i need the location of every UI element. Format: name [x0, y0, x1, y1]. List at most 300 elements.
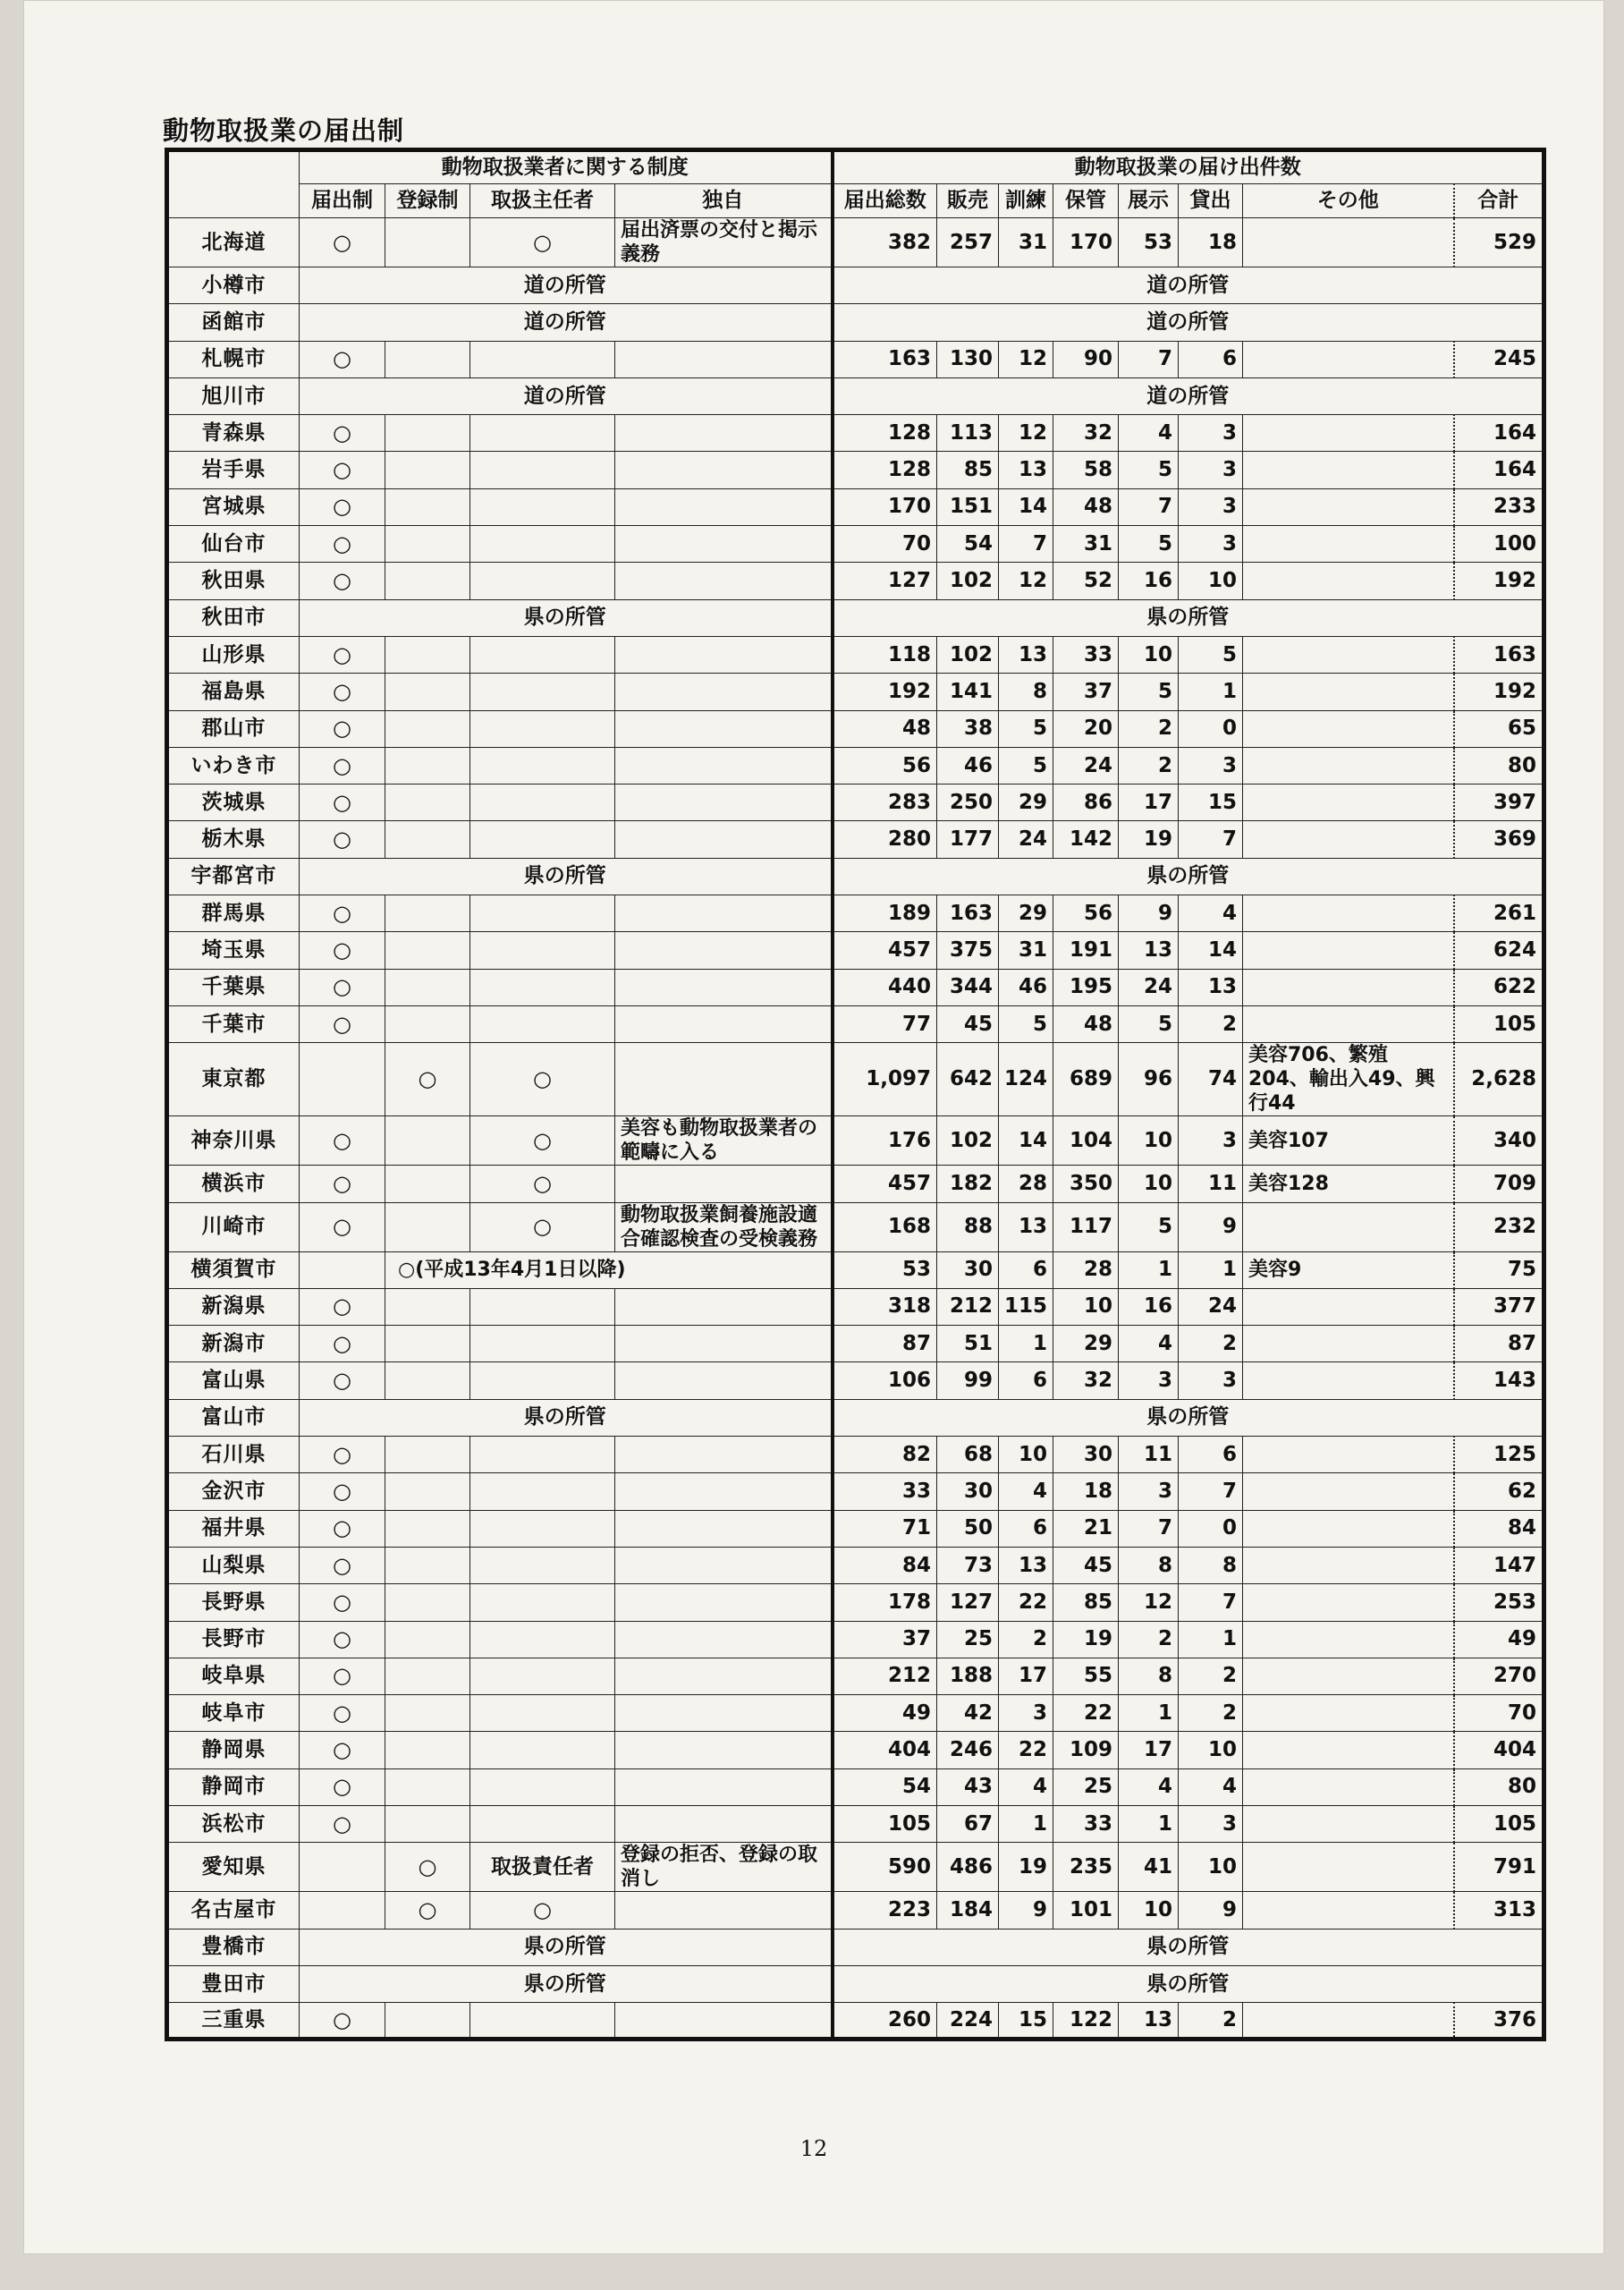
other-note — [1243, 636, 1454, 673]
municipality-name: 神奈川県 — [167, 1116, 300, 1166]
exhibition: 4 — [1119, 1326, 1179, 1362]
shunin-mark — [470, 341, 615, 377]
exhibition: 8 — [1119, 1658, 1179, 1694]
total-filings: 404 — [833, 1732, 937, 1768]
sales: 257 — [937, 218, 999, 267]
other-note — [1243, 969, 1454, 1005]
sales: 375 — [937, 932, 999, 969]
shunin-mark — [470, 2003, 615, 2040]
system-note: ○(平成13年4月1日以降) — [385, 1251, 833, 1288]
rental: 3 — [1179, 1362, 1243, 1399]
exhibition: 2 — [1119, 1621, 1179, 1658]
table-row — [167, 1116, 1544, 1166]
exhibition: 10 — [1119, 1166, 1179, 1202]
dokuji-note — [615, 1805, 833, 1842]
toroku-mark — [385, 488, 470, 525]
other-note — [1243, 710, 1454, 747]
shunin-mark — [470, 1288, 615, 1325]
training: 14 — [999, 488, 1053, 525]
exhibition: 12 — [1119, 1584, 1179, 1621]
total-filings: 127 — [833, 563, 937, 599]
total-filings: 212 — [833, 1658, 937, 1694]
training: 19 — [999, 1843, 1053, 1892]
jurisdiction-note: 県の所管 — [300, 1929, 833, 1965]
storage: 109 — [1053, 1732, 1119, 1768]
municipality-name: 豊橋市 — [167, 1929, 300, 1965]
training: 3 — [999, 1695, 1053, 1732]
exhibition: 5 — [1119, 526, 1179, 563]
document-page — [23, 0, 1604, 2254]
training: 5 — [999, 747, 1053, 784]
table-row — [167, 599, 1544, 636]
municipality-name: 静岡県 — [167, 1732, 300, 1768]
exhibition: 1 — [1119, 1695, 1179, 1732]
toroku-mark — [385, 1362, 470, 1399]
exhibition: 10 — [1119, 1892, 1179, 1929]
storage: 28 — [1053, 1251, 1119, 1288]
shunin-mark — [470, 1658, 615, 1694]
exhibition: 2 — [1119, 710, 1179, 747]
table-row — [167, 1288, 1544, 1325]
sales: 50 — [937, 1510, 999, 1547]
municipality-name: 埼玉県 — [167, 932, 300, 969]
municipality-name: 小樽市 — [167, 267, 300, 304]
dokuji-note — [615, 2003, 833, 2040]
municipality-name: 山形県 — [167, 636, 300, 673]
toroku-mark — [385, 1166, 470, 1202]
storage: 31 — [1053, 526, 1119, 563]
municipality-name: 茨城県 — [167, 785, 300, 821]
other-note — [1243, 821, 1454, 858]
table-row — [167, 452, 1544, 488]
grand-total: 377 — [1454, 1288, 1544, 1325]
total-filings: 87 — [833, 1326, 937, 1362]
shunin-mark — [470, 1362, 615, 1399]
training: 17 — [999, 1658, 1053, 1694]
training: 12 — [999, 415, 1053, 452]
todoke-mark: ○ — [300, 1805, 385, 1842]
grand-total: 261 — [1454, 895, 1544, 932]
dokuji-note — [615, 932, 833, 969]
jurisdiction-note: 県の所管 — [833, 1929, 1544, 1965]
todoke-mark — [300, 1251, 385, 1288]
storage: 22 — [1053, 1695, 1119, 1732]
dokuji-note — [615, 895, 833, 932]
sales: 30 — [937, 1251, 999, 1288]
training: 46 — [999, 969, 1053, 1005]
dokuji-note — [615, 526, 833, 563]
training: 13 — [999, 452, 1053, 488]
sales: 85 — [937, 452, 999, 488]
todoke-mark: ○ — [300, 452, 385, 488]
dokuji-note — [615, 341, 833, 377]
training: 29 — [999, 895, 1053, 932]
grand-total: 791 — [1454, 1843, 1544, 1892]
training: 115 — [999, 1288, 1053, 1325]
rental: 74 — [1179, 1043, 1243, 1116]
grand-total: 70 — [1454, 1695, 1544, 1732]
todoke-mark: ○ — [300, 1768, 385, 1805]
sales: 73 — [937, 1547, 999, 1583]
jurisdiction-note: 道の所管 — [833, 377, 1544, 414]
exhibition: 7 — [1119, 341, 1179, 377]
training: 15 — [999, 2003, 1053, 2040]
shunin-mark — [470, 895, 615, 932]
shunin-mark — [470, 636, 615, 673]
exhibition: 16 — [1119, 563, 1179, 599]
shunin-mark — [470, 1326, 615, 1362]
rental: 2 — [1179, 1695, 1243, 1732]
table-row — [167, 1202, 1544, 1251]
rental: 3 — [1179, 1805, 1243, 1842]
toroku-mark — [385, 1768, 470, 1805]
municipality-name: 岩手県 — [167, 452, 300, 488]
todoke-mark: ○ — [300, 1732, 385, 1768]
exhibition: 1 — [1119, 1805, 1179, 1842]
sales: 42 — [937, 1695, 999, 1732]
grand-total: 80 — [1454, 747, 1544, 784]
exhibition: 4 — [1119, 1768, 1179, 1805]
total-filings: 223 — [833, 1892, 937, 1929]
training: 5 — [999, 710, 1053, 747]
table-row — [167, 1658, 1544, 1694]
table-row — [167, 785, 1544, 821]
toroku-mark: ○ — [385, 1843, 470, 1892]
dokuji-note — [615, 969, 833, 1005]
grand-total: 105 — [1454, 1005, 1544, 1042]
total-filings: 70 — [833, 526, 937, 563]
sales: 163 — [937, 895, 999, 932]
grand-total: 147 — [1454, 1547, 1544, 1583]
grand-total: 253 — [1454, 1584, 1544, 1621]
rental: 10 — [1179, 1843, 1243, 1892]
other-note: 美容107 — [1243, 1116, 1454, 1166]
grand-total: 340 — [1454, 1116, 1544, 1166]
shunin-mark — [470, 1695, 615, 1732]
municipality-name: 宇都宮市 — [167, 858, 300, 895]
table-row — [167, 858, 1544, 895]
sales: 102 — [937, 563, 999, 599]
exhibition: 5 — [1119, 452, 1179, 488]
todoke-mark: ○ — [300, 1116, 385, 1166]
toroku-mark — [385, 1621, 470, 1658]
dokuji-note — [615, 1362, 833, 1399]
jurisdiction-note: 県の所管 — [300, 1965, 833, 2002]
shunin-mark — [470, 415, 615, 452]
other-note — [1243, 1843, 1454, 1892]
exhibition: 7 — [1119, 1510, 1179, 1547]
storage: 170 — [1053, 218, 1119, 267]
rental: 24 — [1179, 1288, 1243, 1325]
table-row — [167, 1473, 1544, 1510]
municipality-name: 群馬県 — [167, 895, 300, 932]
toroku-mark — [385, 636, 470, 673]
total-filings: 168 — [833, 1202, 937, 1251]
other-note — [1243, 1732, 1454, 1768]
table-row — [167, 526, 1544, 563]
total-filings: 37 — [833, 1621, 937, 1658]
table-body — [167, 218, 1544, 2040]
rental: 6 — [1179, 341, 1243, 377]
rental: 3 — [1179, 747, 1243, 784]
grand-total: 369 — [1454, 821, 1544, 858]
exhibition: 9 — [1119, 895, 1179, 932]
jurisdiction-note: 道の所管 — [300, 267, 833, 304]
storage: 24 — [1053, 747, 1119, 784]
rental: 2 — [1179, 1005, 1243, 1042]
grand-total: 80 — [1454, 1768, 1544, 1805]
grand-total: 164 — [1454, 415, 1544, 452]
toroku-mark — [385, 1202, 470, 1251]
exhibition: 3 — [1119, 1473, 1179, 1510]
toroku-mark — [385, 415, 470, 452]
municipality-name: 岐阜県 — [167, 1658, 300, 1694]
total-filings: 106 — [833, 1362, 937, 1399]
training: 7 — [999, 526, 1053, 563]
training: 24 — [999, 821, 1053, 858]
toroku-mark — [385, 821, 470, 858]
table-row — [167, 636, 1544, 673]
table-row — [167, 1166, 1544, 1202]
other-note — [1243, 415, 1454, 452]
header-col: 合計 — [1454, 184, 1544, 218]
storage: 29 — [1053, 1326, 1119, 1362]
table-row — [167, 1584, 1544, 1621]
shunin-mark — [470, 674, 615, 710]
total-filings: 440 — [833, 969, 937, 1005]
other-note — [1243, 785, 1454, 821]
exhibition: 3 — [1119, 1362, 1179, 1399]
training: 4 — [999, 1473, 1053, 1510]
header-col: その他 — [1243, 184, 1454, 218]
shunin-mark — [470, 1547, 615, 1583]
other-note — [1243, 1547, 1454, 1583]
dokuji-note — [615, 1043, 833, 1116]
shunin-mark — [470, 785, 615, 821]
dokuji-note — [615, 1288, 833, 1325]
shunin-mark: ○ — [470, 218, 615, 267]
rental: 13 — [1179, 969, 1243, 1005]
shunin-mark: ○ — [470, 1202, 615, 1251]
table-row — [167, 1768, 1544, 1805]
rental: 4 — [1179, 1768, 1243, 1805]
exhibition: 1 — [1119, 1251, 1179, 1288]
header-col: 届出制 — [300, 184, 385, 218]
exhibition: 7 — [1119, 488, 1179, 525]
municipality-name: 秋田市 — [167, 599, 300, 636]
table-row — [167, 821, 1544, 858]
training: 5 — [999, 1005, 1053, 1042]
storage: 45 — [1053, 1547, 1119, 1583]
table-row — [167, 932, 1544, 969]
todoke-mark: ○ — [300, 526, 385, 563]
exhibition: 2 — [1119, 747, 1179, 784]
municipality-name: 新潟県 — [167, 1288, 300, 1325]
toroku-mark — [385, 452, 470, 488]
todoke-mark: ○ — [300, 932, 385, 969]
storage: 350 — [1053, 1166, 1119, 1202]
sales: 67 — [937, 1805, 999, 1842]
training: 22 — [999, 1584, 1053, 1621]
table-row — [167, 969, 1544, 1005]
shunin-mark — [470, 932, 615, 969]
header-col: 訓練 — [999, 184, 1053, 218]
municipality-name: 郡山市 — [167, 710, 300, 747]
exhibition: 19 — [1119, 821, 1179, 858]
table-header-group-row — [167, 150, 1544, 184]
toroku-mark — [385, 1005, 470, 1042]
dokuji-note — [615, 1547, 833, 1583]
municipality-name: 名古屋市 — [167, 1892, 300, 1929]
total-filings: 457 — [833, 1166, 937, 1202]
training: 12 — [999, 341, 1053, 377]
todoke-mark: ○ — [300, 218, 385, 267]
training: 4 — [999, 1768, 1053, 1805]
total-filings: 56 — [833, 747, 937, 784]
sales: 182 — [937, 1166, 999, 1202]
todoke-mark — [300, 1843, 385, 1892]
other-note — [1243, 1288, 1454, 1325]
grand-total: 622 — [1454, 969, 1544, 1005]
storage: 10 — [1053, 1288, 1119, 1325]
total-filings: 105 — [833, 1805, 937, 1842]
dokuji-note — [615, 452, 833, 488]
grand-total: 245 — [1454, 341, 1544, 377]
toroku-mark — [385, 1437, 470, 1473]
toroku-mark — [385, 1695, 470, 1732]
other-note — [1243, 1805, 1454, 1842]
other-note: 美容9 — [1243, 1251, 1454, 1288]
table-row — [167, 747, 1544, 784]
toroku-mark: ○ — [385, 1043, 470, 1116]
jurisdiction-note: 県の所管 — [833, 599, 1544, 636]
todoke-mark: ○ — [300, 710, 385, 747]
training: 124 — [999, 1043, 1053, 1116]
header-col: 販売 — [937, 184, 999, 218]
training: 14 — [999, 1116, 1053, 1166]
todoke-mark — [300, 1043, 385, 1116]
grand-total: 404 — [1454, 1732, 1544, 1768]
total-filings: 280 — [833, 821, 937, 858]
sales: 102 — [937, 636, 999, 673]
rental: 7 — [1179, 1584, 1243, 1621]
todoke-mark: ○ — [300, 895, 385, 932]
grand-total: 49 — [1454, 1621, 1544, 1658]
sales: 184 — [937, 1892, 999, 1929]
sales: 130 — [937, 341, 999, 377]
training: 6 — [999, 1362, 1053, 1399]
storage: 19 — [1053, 1621, 1119, 1658]
shunin-mark — [470, 1621, 615, 1658]
toroku-mark — [385, 674, 470, 710]
shunin-mark — [470, 1005, 615, 1042]
todoke-mark: ○ — [300, 636, 385, 673]
shunin-mark — [470, 1584, 615, 1621]
training: 9 — [999, 1892, 1053, 1929]
sales: 99 — [937, 1362, 999, 1399]
shunin-mark — [470, 563, 615, 599]
other-note — [1243, 1437, 1454, 1473]
sales: 113 — [937, 415, 999, 452]
exhibition: 4 — [1119, 415, 1179, 452]
rental: 0 — [1179, 710, 1243, 747]
page-title: 動物取扱業の届出制 — [163, 115, 405, 146]
grand-total: 143 — [1454, 1362, 1544, 1399]
jurisdiction-note: 県の所管 — [833, 1965, 1544, 2002]
table-row — [167, 1547, 1544, 1583]
other-note — [1243, 1768, 1454, 1805]
sales: 246 — [937, 1732, 999, 1768]
exhibition: 41 — [1119, 1843, 1179, 1892]
table-row — [167, 415, 1544, 452]
grand-total: 232 — [1454, 1202, 1544, 1251]
sales: 224 — [937, 2003, 999, 2040]
toroku-mark — [385, 747, 470, 784]
todoke-mark: ○ — [300, 1166, 385, 1202]
table-row — [167, 1437, 1544, 1473]
toroku-mark — [385, 1473, 470, 1510]
grand-total: 2,628 — [1454, 1043, 1544, 1116]
other-note — [1243, 2003, 1454, 2040]
storage: 86 — [1053, 785, 1119, 821]
header-col: 独自 — [615, 184, 833, 218]
other-note — [1243, 674, 1454, 710]
municipality-name: 宮城県 — [167, 488, 300, 525]
table-row — [167, 1843, 1544, 1892]
municipality-name: 豊田市 — [167, 1965, 300, 2002]
todoke-mark: ○ — [300, 1005, 385, 1042]
sales: 45 — [937, 1005, 999, 1042]
shunin-mark: ○ — [470, 1892, 615, 1929]
dokuji-note — [615, 1768, 833, 1805]
grand-total: 84 — [1454, 1510, 1544, 1547]
storage: 235 — [1053, 1843, 1119, 1892]
municipality-name: 青森県 — [167, 415, 300, 452]
rental: 11 — [1179, 1166, 1243, 1202]
storage: 52 — [1053, 563, 1119, 599]
rental: 2 — [1179, 1658, 1243, 1694]
storage: 25 — [1053, 1768, 1119, 1805]
toroku-mark — [385, 1658, 470, 1694]
todoke-mark: ○ — [300, 747, 385, 784]
storage: 56 — [1053, 895, 1119, 932]
rental: 8 — [1179, 1547, 1243, 1583]
table-row — [167, 1892, 1544, 1929]
storage: 58 — [1053, 452, 1119, 488]
sales: 344 — [937, 969, 999, 1005]
training: 29 — [999, 785, 1053, 821]
dokuji-note — [615, 785, 833, 821]
total-filings: 128 — [833, 415, 937, 452]
table-row — [167, 488, 1544, 525]
storage: 48 — [1053, 1005, 1119, 1042]
toroku-mark — [385, 2003, 470, 2040]
rental: 1 — [1179, 674, 1243, 710]
todoke-mark: ○ — [300, 1510, 385, 1547]
toroku-mark — [385, 1547, 470, 1583]
training: 13 — [999, 1547, 1053, 1583]
municipality-name: 仙台市 — [167, 526, 300, 563]
municipality-name: 栃木県 — [167, 821, 300, 858]
grand-total: 270 — [1454, 1658, 1544, 1694]
dokuji-note: 登録の拒否、登録の取消し — [615, 1843, 833, 1892]
dokuji-note — [615, 1326, 833, 1362]
rental: 10 — [1179, 1732, 1243, 1768]
other-note — [1243, 488, 1454, 525]
municipality-name: 東京都 — [167, 1043, 300, 1116]
training: 13 — [999, 1202, 1053, 1251]
storage: 21 — [1053, 1510, 1119, 1547]
